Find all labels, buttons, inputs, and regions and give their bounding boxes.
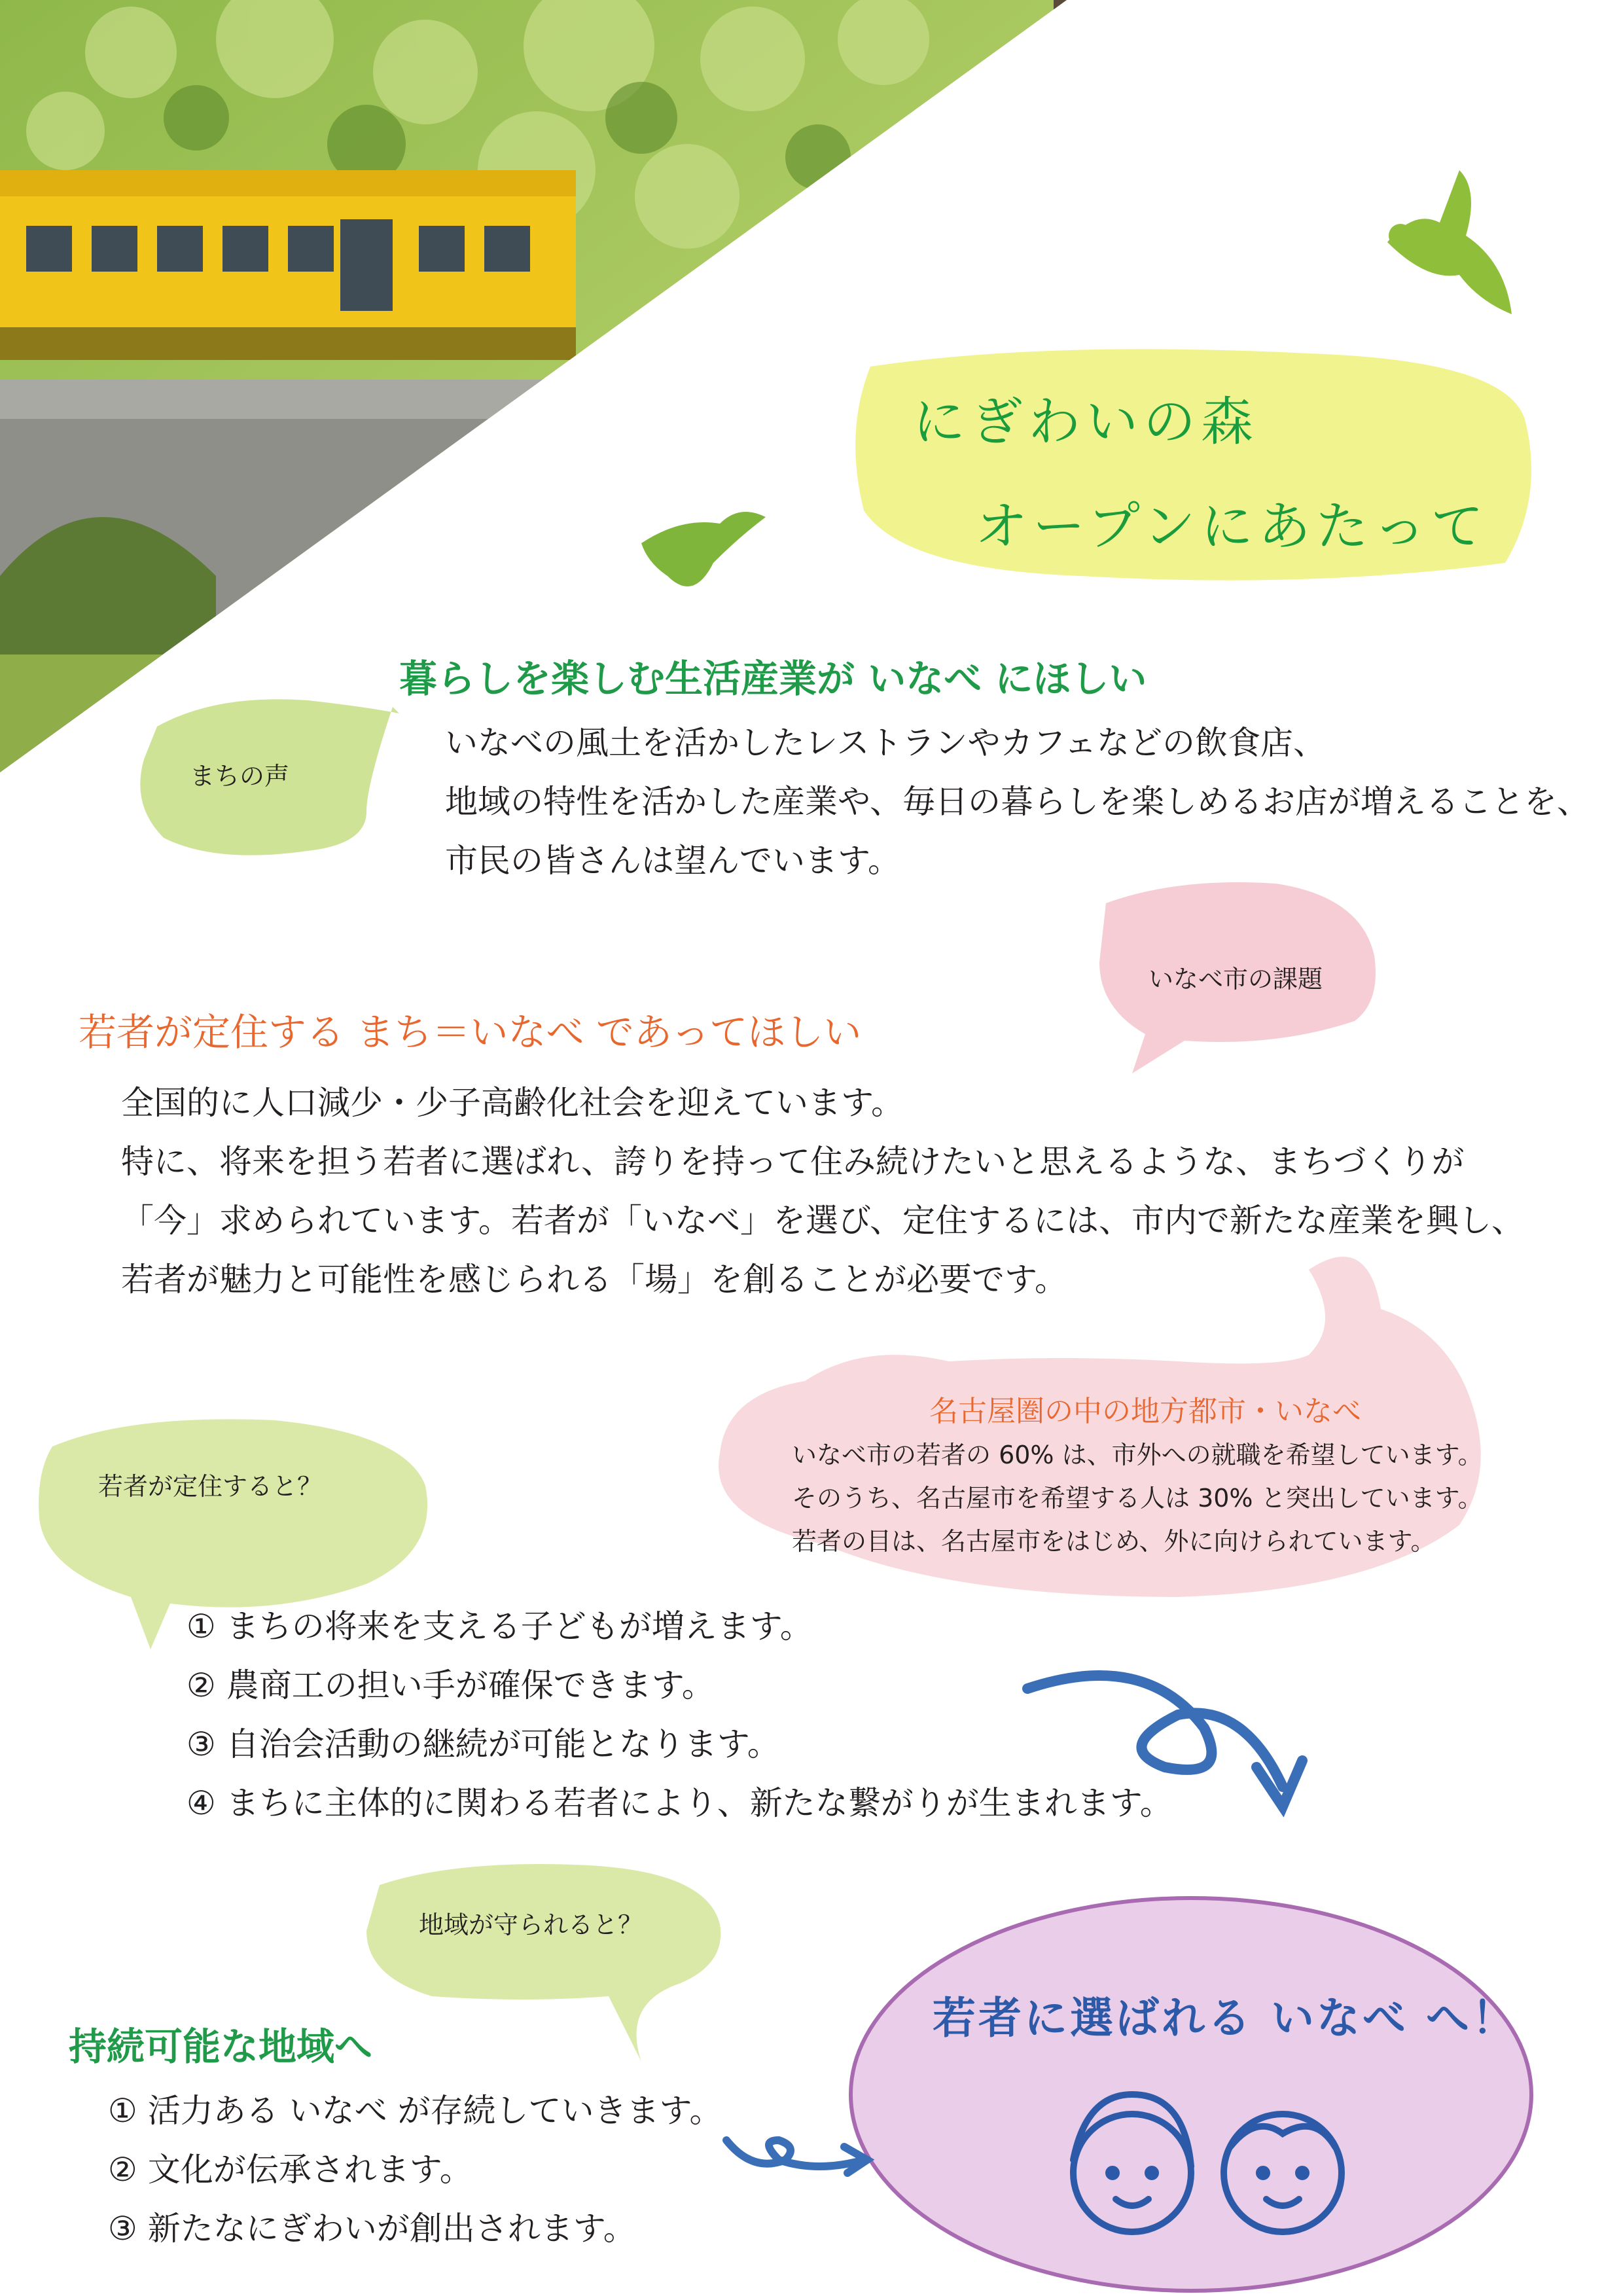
cloud-heading: 名古屋圏の中の地方都市・いなべ	[929, 1395, 1361, 1428]
section1-line: 地域の特性を活かした産業や、毎日の暮らしを楽しめるお店が増えることを、	[445, 783, 1590, 821]
section2-body	[121, 1073, 1524, 1309]
section1-heading: 暮らしを楽しむ生活産業が いなべ にほしい	[399, 656, 1147, 701]
list-item: ① 活力ある いなべ が存続していきます。	[108, 2092, 722, 2130]
section2-line: 全国的に人口減少・少子高齢化社会を迎えています。	[121, 1084, 904, 1122]
cloud-line: いなべ市の若者の 60% は、市外への就職を希望しています。	[792, 1441, 1483, 1469]
section2-line: 特に、将来を担う若者に選ばれ、誇りを持って住み続けたいと思えるような、まちづくりが	[121, 1143, 1465, 1181]
cloud-line: そのうち、名古屋市を希望する人は 30% と突出しています。	[792, 1484, 1483, 1513]
page-title-line2: オープンにあたって	[975, 496, 1489, 557]
bird-icon-small	[641, 512, 766, 586]
page-title-line1: にぎわいの森	[913, 391, 1258, 452]
section2-heading: 若者が定住する まち＝いなべ であってほしい	[79, 1010, 862, 1054]
list-item: ③ 自治会活動の継続が可能となります。	[187, 1725, 780, 1763]
list-item: ② 農商工の担い手が確保できます。	[187, 1666, 715, 1704]
section1-line: 市民の皆さんは望んでいます。	[445, 842, 900, 880]
list-item: ② 文化が伝承されます。	[108, 2151, 472, 2189]
section4-list	[108, 2081, 722, 2258]
section2-line: 若者が魅力と可能性を感じられる「場」を創ることが必要です。	[121, 1261, 1067, 1299]
cloud-line: 若者の目は、名古屋市をはじめ、外に向けられています。	[792, 1527, 1436, 1556]
final-message: 若者に選ばれる いなべ へ！	[933, 1993, 1518, 2043]
section4-heading: 持続可能な地域へ	[69, 2024, 373, 2069]
section1-bubble-label: まちの声	[190, 762, 290, 791]
section3-list	[187, 1597, 1173, 1833]
list-item: ③ 新たなにぎわいが創出されます。	[108, 2210, 636, 2248]
list-item: ① まちの将来を支える子どもが増えます。	[187, 1607, 813, 1645]
list-item: ④ まちに主体的に関わる若者により、新たな繋がりが生まれます。	[187, 1784, 1173, 1822]
section3-bubble-label: 若者が定住すると？	[98, 1472, 323, 1501]
section1-body	[445, 713, 1590, 890]
bird-icon	[1387, 170, 1512, 314]
bubble-chiiki	[366, 1864, 721, 2062]
cloud-body	[792, 1433, 1483, 1563]
section1-line: いなべの風土を活かしたレストランやカフェなどの飲食店、	[445, 724, 1326, 762]
oval-final	[851, 1898, 1531, 2291]
section2-bubble-label: いなべ市の課題	[1149, 965, 1323, 994]
section4-bubble-label: 地域が守られると？	[419, 1910, 643, 1939]
section2-line: 「今」求められています。若者が「いなべ」を選び、定住するには、市内で新たな産業を興し、	[121, 1202, 1524, 1240]
